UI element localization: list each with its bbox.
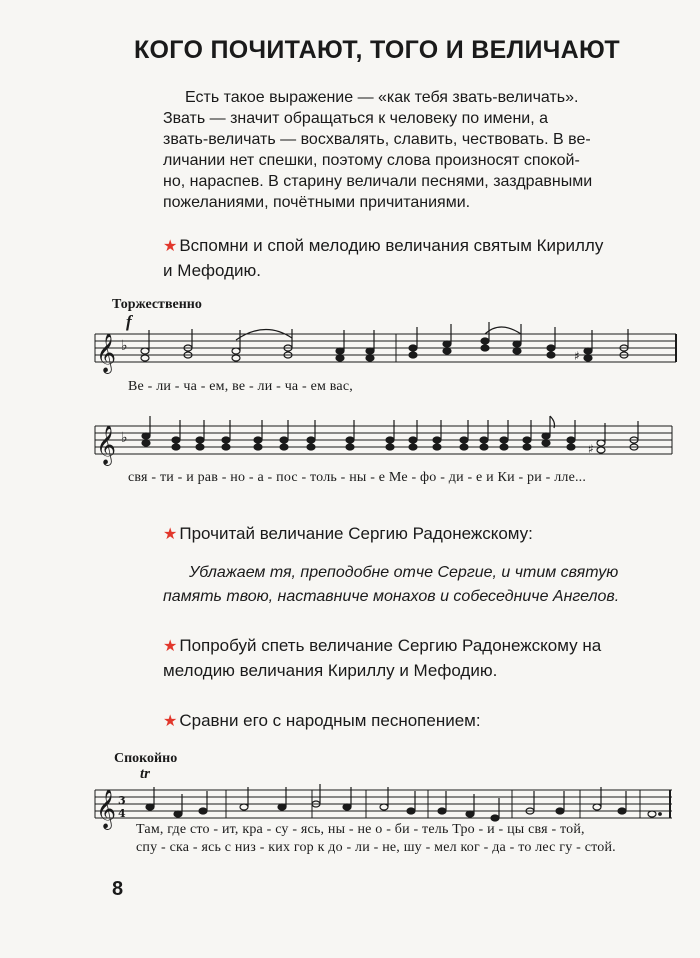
task-sing-kirill: ★ Вспомни и спой мелодию величания святым Кириллу и Мефодию. (163, 236, 604, 280)
intro-line: но, нараспев. В старину величали песнями, заздравными (163, 173, 593, 190)
trill-marking: tr (140, 766, 151, 782)
task-read-sergiy: ★ Прочитай величание Сергию Радонежскому: (163, 524, 533, 543)
treble-clef-icon: 𝄞 (96, 789, 117, 829)
verse-sergiy: Ублажаем тя, преподобне отче Сергие, и чтим святую память твою, наставниче монахов и собеседниче Ангелов. (163, 564, 620, 605)
lyrics-line-3: Там, где сто - ит, кра - су - ясь, ны - не о - би - тель Тро - и - цы свя - той, (136, 822, 585, 837)
page-number: 8 (112, 878, 124, 900)
intro-line: личании нет спешки, поэтому слова произносят спокой- (163, 152, 580, 169)
star-icon: ★ (163, 526, 178, 543)
time-signature: 3 (118, 794, 126, 807)
flat-icon: ♭ (121, 338, 128, 354)
time-signature: 4 (118, 807, 126, 820)
intro-line: Есть такое выражение — «как тебя звать-величать». (185, 89, 579, 106)
sharp-icon: ♯ (588, 442, 594, 456)
star-icon: ★ (163, 638, 178, 655)
intro-line: Звать — значит обращаться к человеку по имени, а (163, 110, 549, 127)
intro-line: пожеланиями, почётными причитаниями. (163, 194, 471, 211)
lyrics-line-4: спу - ска - ясь с низ - ких гор к до - ли - не, шу - мел ког - да - то лес гу - стой. (136, 840, 616, 855)
lyrics-line-2: свя - ти - и рав - но - а - пос - толь - ны - е Ме - фо - ди - е и Ки - ри - лле... (128, 470, 587, 485)
treble-clef-icon: 𝄞 (96, 333, 117, 373)
tempo-marking-1: Торжественно (112, 297, 202, 312)
task-sing-sergiy: ★ Попробуй спеть величание Сергию Радонежскому на мелодию величания Кириллу и Мефодию. (163, 636, 602, 680)
dynamic-marking: f (126, 312, 132, 331)
star-icon: ★ (163, 238, 178, 255)
treble-clef-icon: 𝄞 (96, 425, 117, 465)
intro-line: звать-величать — восхвалять, славить, чествовать. В ве- (163, 131, 591, 148)
task-compare: ★ Сравни его с народным песнопением: (163, 711, 481, 730)
lyrics-line-1: Ве - ли - ча - ем, ве - ли - ча - ем вас, (128, 379, 353, 394)
intro-paragraph (163, 87, 678, 213)
tempo-marking-2: Спокойно (114, 751, 178, 766)
sharp-icon: ♯ (574, 349, 580, 363)
page-title: КОГО ПОЧИТАЮТ, ТОГО И ВЕЛИЧАЮТ (134, 36, 620, 64)
flat-icon: ♭ (121, 430, 128, 446)
star-icon: ★ (163, 713, 178, 730)
